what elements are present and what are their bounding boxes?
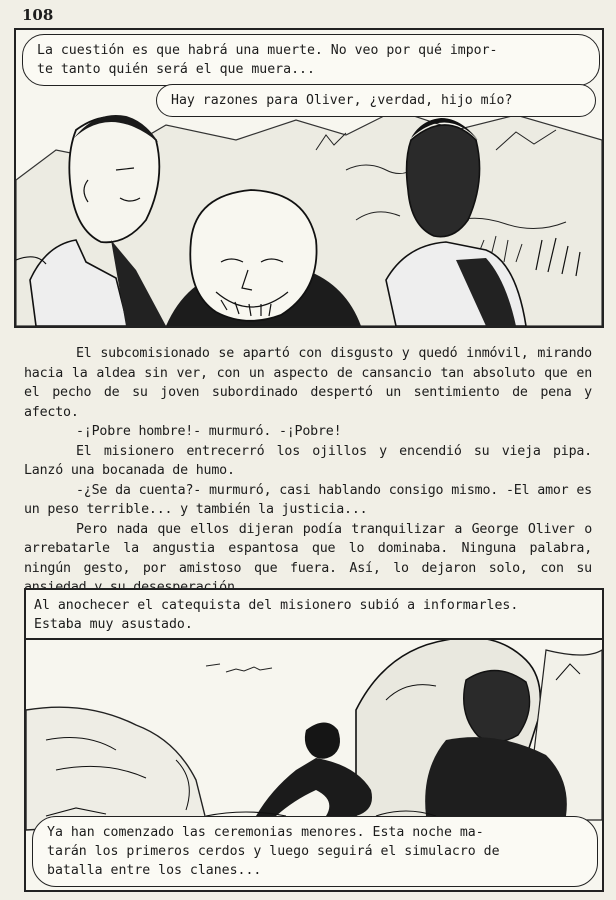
narrative-text xyxy=(24,344,592,598)
speech-bubble-3-line-3: batalla entre los clanes... xyxy=(47,863,262,878)
speech-bubble-3-line-2: tarán los primeros cerdos y luego seguirá el simulacro de xyxy=(47,844,500,859)
speech-bubble-1 xyxy=(22,34,600,86)
speech-bubble-2: Hay razones para Oliver, ¿verdad, hijo mío? xyxy=(156,84,596,117)
comic-panel-top xyxy=(14,28,604,328)
narrative-dialogue-1: -¡Pobre hombre!- murmuró. -¡Pobre! xyxy=(76,424,342,439)
narrative-paragraph-2: El misionero entrecerró los ojillos y encendió su vieja pipa. Lanzó una bocanada de humo. xyxy=(24,443,592,478)
speech-bubble-1-line-1: La cuestión es que habrá una muerte. No veo por qué impor- xyxy=(37,43,498,58)
speech-bubble-3-line-1: Ya han comenzado las ceremonias menores. Esta noche ma- xyxy=(47,825,484,840)
caption-box xyxy=(26,590,602,640)
narrative-paragraph-1: El subcomisionado se apartó con disgusto y quedó inmóvil, mirando hacia la aldea sin ver, con un aspecto de cansancio tan absoluto que en el pecho de su joven subordinado despertó un sentimiento de pena y afecto. xyxy=(24,346,592,420)
page-number: 108 xyxy=(22,6,54,24)
speech-bubble-3 xyxy=(32,816,598,887)
speech-bubble-1-line-2: te tanto quién será el que muera... xyxy=(37,62,315,77)
narrative-paragraph-3: Pero nada que ellos dijeran podía tranquilizar a George Oliver o arrebatarle la angustia espantosa que lo dominaba. Ninguna palabra, ningún gesto, por amistoso que fuera. Así, lo dejaron solo, con su xyxy=(24,521,592,576)
narrative-dialogue-2: -¿Se da cuenta?- murmuró, casi hablando consigo mismo. -El amor es un peso terrible... y también la justicia... xyxy=(24,482,592,517)
caption-line-2: Estaba muy asustado. xyxy=(34,617,193,632)
comic-panel-bottom xyxy=(24,588,604,892)
caption-line-1: Al anochecer el catequista del misionero subió a informarles. xyxy=(34,598,519,613)
